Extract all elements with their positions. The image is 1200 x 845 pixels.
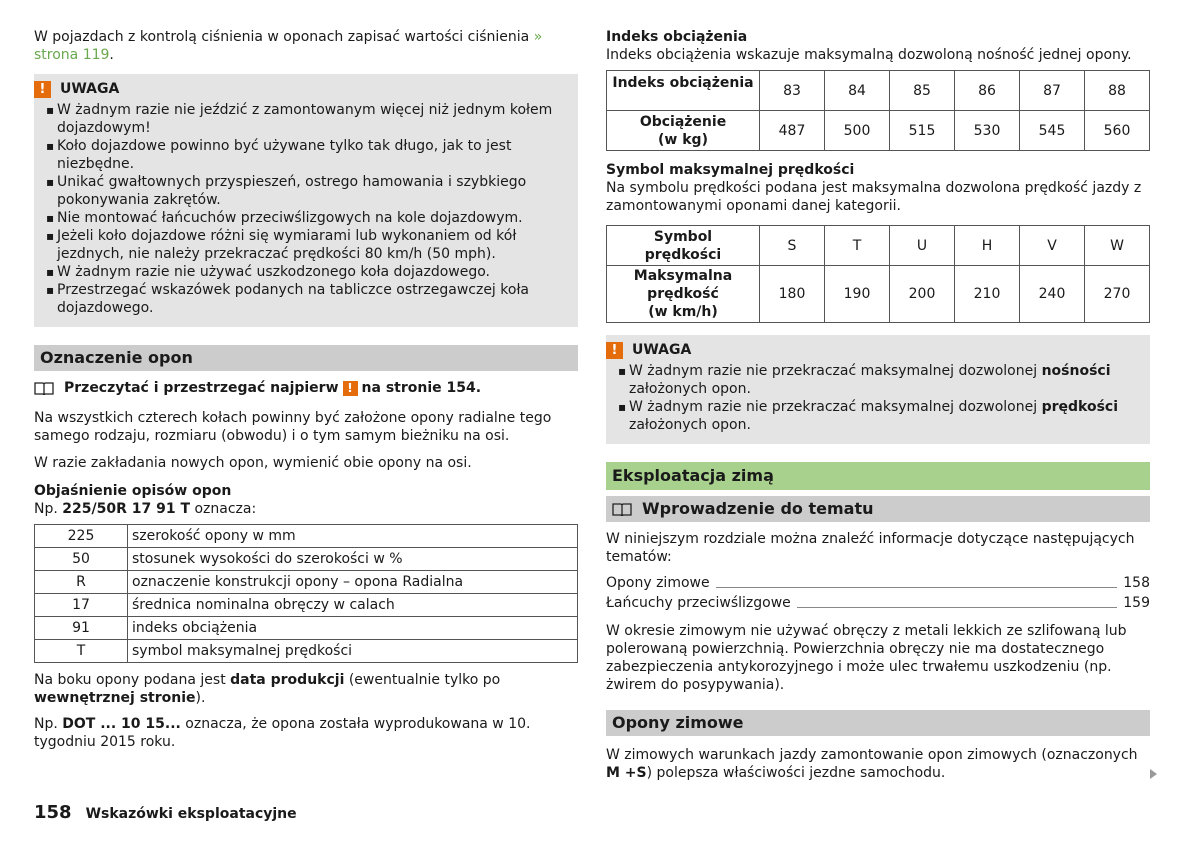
page-number: 158 <box>34 802 72 823</box>
table-row <box>35 594 578 617</box>
warning-item: ▪ Koło dojazdowe powinno być używane tylko tak długo, jak to jest niezbędne. <box>46 137 566 173</box>
table-cell: symbol maksymalnej prędkości <box>128 640 578 663</box>
example-line <box>34 500 578 518</box>
table-header-cell <box>607 226 760 266</box>
table-cell: 86 <box>955 71 1020 111</box>
footer-title: Wskazówki eksploatacyjne <box>85 806 297 822</box>
table-row <box>35 617 578 640</box>
header-line: prędkości <box>644 246 722 263</box>
speed-symbol-table <box>606 225 1150 323</box>
example-prefix: Np. <box>34 501 58 517</box>
table-row <box>607 226 1150 266</box>
table-cell: 85 <box>890 71 955 111</box>
example-code: 225/50R 17 91 T <box>62 501 191 517</box>
text-bold: M +S <box>606 765 647 781</box>
toc-label: Opony zimowe <box>606 575 710 591</box>
table-cell: V <box>1020 226 1085 266</box>
warning-item <box>618 362 1138 398</box>
right-column <box>606 28 1150 782</box>
text-bold: nośności <box>1041 363 1111 379</box>
table-cell: U <box>890 226 955 266</box>
warning-list <box>46 101 566 317</box>
warning-title: UWAGA <box>632 342 692 358</box>
load-index-table <box>606 70 1150 151</box>
paragraph: W okresie zimowym nie używać obręczy z metali lekkich ze szlifowaną lub polerowaną powierzchnią. Powierzchnia obręczy nie ma dostatecznego zabezpieczenia antykorozyjnego i może ulec trwałemu uszkodzeniu (np. żwirem do posypywania). <box>606 623 1127 693</box>
table-cell: średnica nominalna obręczy w calach <box>128 594 578 617</box>
section-heading: Opony zimowe <box>606 710 1150 736</box>
reference-line <box>34 379 578 397</box>
table-cell: 487 <box>760 111 825 151</box>
tire-code-table <box>34 524 578 663</box>
warning-title: UWAGA <box>60 81 120 97</box>
header-line: (w kg) <box>658 131 708 148</box>
table-cell: R <box>35 571 128 594</box>
table-cell: 17 <box>35 594 128 617</box>
table-row <box>35 548 578 571</box>
warning-icon: ! <box>343 381 358 396</box>
table-cell: 200 <box>890 266 955 323</box>
paragraph <box>606 746 1150 782</box>
toc-entry[interactable] <box>606 574 1150 592</box>
warning-icon: ! <box>606 342 623 359</box>
header-line: prędkość <box>647 286 719 302</box>
table-cell: H <box>955 226 1020 266</box>
warning-item: ▪ W żadnym razie nie jeździć z zamontowanym więcej niż jednym kołem dojazdowym! <box>46 101 566 137</box>
table-cell: 545 <box>1020 111 1085 151</box>
table-cell: 87 <box>1020 71 1085 111</box>
table-cell: 240 <box>1020 266 1085 323</box>
text: założonych opon. <box>629 417 751 433</box>
warning-header <box>606 341 1138 359</box>
warning-item: ▪ W żadnym razie nie używać uszkodzonego koła dojazdowego. <box>46 263 566 281</box>
intro-paragraph <box>34 28 578 64</box>
table-header-cell: Indeks obciążenia <box>607 71 760 111</box>
table-header-cell <box>607 111 760 151</box>
left-column <box>34 28 578 751</box>
table-header-cell <box>607 266 760 323</box>
text: ). <box>195 690 206 706</box>
section-heading <box>606 496 1150 522</box>
table-cell: 225 <box>35 525 128 548</box>
table-row <box>35 571 578 594</box>
table-cell: T <box>35 640 128 663</box>
table-cell: oznaczenie konstrukcji opony – opona Radialna <box>128 571 578 594</box>
toc-entry[interactable] <box>606 594 1150 612</box>
subheading: Indeks obciążenia <box>606 29 748 45</box>
toc-leader <box>797 607 1117 608</box>
table-cell: 50 <box>35 548 128 571</box>
table-row <box>607 266 1150 323</box>
subheading: Objaśnienie opisów opon <box>34 483 232 499</box>
table-cell: 88 <box>1085 71 1150 111</box>
header-line: Obciążenie <box>639 113 727 130</box>
dot-paragraph <box>34 715 578 751</box>
warning-item: ▪ Nie montować łańcuchów przeciwślizgowych na kole dojazdowym. <box>46 209 566 227</box>
table-cell: 210 <box>955 266 1020 323</box>
table-cell: 84 <box>825 71 890 111</box>
table-cell: 190 <box>825 266 890 323</box>
continue-arrow-icon <box>1150 769 1157 779</box>
table-cell: indeks obciążenia <box>128 617 578 640</box>
table-cell: 515 <box>890 111 955 151</box>
section-title: Wprowadzenie do tematu <box>642 499 874 518</box>
text-bold: data produkcji <box>230 672 345 688</box>
table-cell: T <box>825 226 890 266</box>
warning-list <box>618 362 1138 434</box>
paragraph: W razie zakładania nowych opon, wymienić obie opony na osi. <box>34 455 472 471</box>
paragraph: Na wszystkich czterech kołach powinny być założone opony radialne tego samego rodzaju, rozmiaru (obwodu) i o tym samym bieżniku na osi. <box>34 410 552 444</box>
table-cell: szerokość opony w mm <box>128 525 578 548</box>
text: założonych opon. <box>629 381 751 397</box>
page-link[interactable]: » strona 119 <box>34 29 543 63</box>
table-cell: S <box>760 226 825 266</box>
warning-box <box>34 74 578 327</box>
section-heading: Oznaczenie opon <box>34 345 578 371</box>
warning-item: ▪ Unikać gwałtownych przyspieszeń, ostrego hamowania i szybkiego pokonywania zakrętów. <box>46 173 566 209</box>
table-cell: W <box>1085 226 1150 266</box>
paragraph: W niniejszym rozdziale można znaleźć informacje dotyczące następujących tematów: <box>606 531 1135 565</box>
warning-item: ▪ Przestrzegać wskazówek podanych na tabliczce ostrzegawczej koła dojazdowego. <box>46 281 566 317</box>
table-cell: 180 <box>760 266 825 323</box>
table-cell: 530 <box>955 111 1020 151</box>
example-suffix: oznacza: <box>194 501 257 517</box>
text: Np. <box>34 716 58 732</box>
text: W żadnym razie nie przekraczać maksymalnej dozwolonej <box>629 399 1038 415</box>
intro-end: . <box>109 47 114 63</box>
table-row <box>607 111 1150 151</box>
page-footer <box>34 804 297 823</box>
table-row <box>35 640 578 663</box>
table-of-contents <box>606 574 1150 612</box>
text: (ewentualnie tylko po <box>348 672 501 688</box>
toc-page: 158 <box>1123 575 1150 591</box>
table-cell: 560 <box>1085 111 1150 151</box>
intro-text: W pojazdach z kontrolą ciśnienia w oponach zapisać wartości ciśnienia <box>34 29 530 45</box>
reference-suffix: na stronie 154. <box>361 380 482 396</box>
warning-header <box>34 80 566 98</box>
book-icon <box>34 381 54 395</box>
subheading: Symbol maksymalnej prędkości <box>606 162 855 178</box>
table-cell: 91 <box>35 617 128 640</box>
warning-item: ▪ Jeżeli koło dojazdowe różni się wymiarami lub wykonaniem od kół jezdnych, nie należy przekraczać prędkości 80 km/h (50 mph). <box>46 227 566 263</box>
paragraph: Na symbolu prędkości podana jest maksymalna dozwolona prędkość jazdy z zamontowanymi oponami danej kategorii. <box>606 180 1142 214</box>
table-row <box>35 525 578 548</box>
paragraph: Indeks obciążenia wskazuje maksymalną dozwoloną nośność jednej opony. <box>606 47 1132 63</box>
warning-box <box>606 335 1150 444</box>
chapter-heading: Eksploatacja zimą <box>606 462 1150 490</box>
text: oznacza, że opona została wyprodukowana w 10. tygodniu 2015 roku. <box>34 716 531 750</box>
header-line: Maksymalna <box>633 268 733 284</box>
table-row <box>607 71 1150 111</box>
table-cell: stosunek wysokości do szerokości w % <box>128 548 578 571</box>
text-bold: DOT ... 10 15... <box>62 716 181 732</box>
reference-prefix: Przeczytać i przestrzegać najpierw <box>64 380 339 396</box>
warning-item <box>618 398 1138 434</box>
warning-icon: ! <box>34 81 51 98</box>
text-bold: wewnętrznej stronie <box>34 690 196 706</box>
text-bold: prędkości <box>1041 399 1119 415</box>
header-line: Symbol <box>653 228 713 245</box>
book-icon <box>612 502 632 516</box>
table-cell: 83 <box>760 71 825 111</box>
table-cell: 500 <box>825 111 890 151</box>
text: W żadnym razie nie przekraczać maksymalnej dozwolonej <box>629 363 1038 379</box>
text: ) polepsza właściwości jezdne samochodu. <box>646 765 946 781</box>
text: W zimowych warunkach jazdy zamontowanie opon zimowych (oznaczonych <box>606 747 1138 763</box>
toc-label: Łańcuchy przeciwślizgowe <box>606 595 791 611</box>
header-line: (w km/h) <box>648 304 718 320</box>
toc-leader <box>716 587 1118 588</box>
table-cell: 270 <box>1085 266 1150 323</box>
text: Na boku opony podana jest <box>34 672 226 688</box>
production-date-paragraph <box>34 671 578 707</box>
toc-page: 159 <box>1123 595 1150 611</box>
